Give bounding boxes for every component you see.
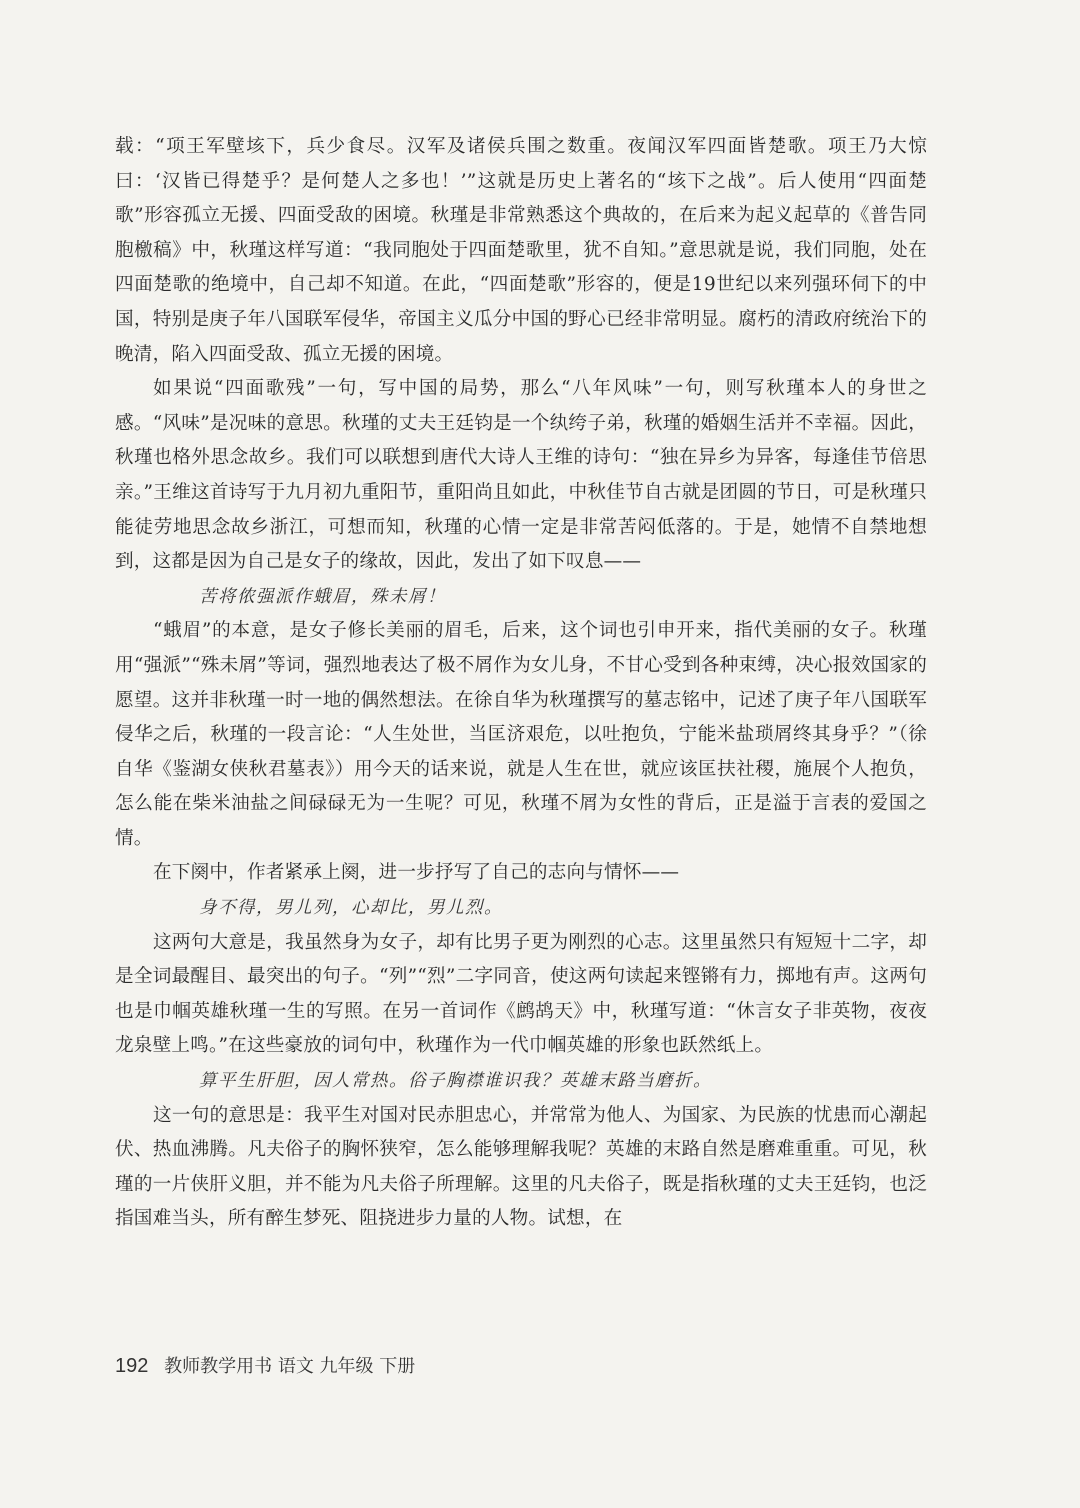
poem-line-2: 身不得，男儿列，心却比，男儿烈。: [199, 898, 503, 919]
paragraph-2: 如果说“四面歌残”一句，写中国的局势，那么“八年风味”一句，则写秋瑾本人的身世之感。“风味”是况味的意思。秋瑾的丈夫王廷钧是一个纨绔子弟，秋瑾的婚姻生活并不幸福。因此，秋瑾也格外思念故乡。我们可以联想到唐代大诗人王维的诗句：“独在异乡为异客，每逢佳节倍思亲。”王维这首诗写于九月初九重阳节，重阳尚且如此，中秋佳节自古就是团圆的节日，可是秋瑾只能徒劳地思念故乡浙江，可想而知，秋瑾的心情一定是非常苦闷低落的。于是，她情不自禁地想到，这都是因为自己是女子的缘故，因此，发出了如下叹息——: [115, 378, 927, 573]
page-body: [115, 130, 927, 1237]
book-title: 教师教学用书 语文 九年级 下册: [164, 1356, 416, 1377]
paragraph-4: 在下阕中，作者紧承上阕，进一步抒写了自己的志向与情怀——: [153, 862, 680, 884]
paragraph-3: “蛾眉”的本意，是女子修长美丽的眉毛，后来，这个词也引申开来，指代美丽的女子。秋瑾用“强派”“殊未屑”等词，强烈地表达了极不屑作为女儿身，不甘心受到各种束缚，决心报效国家的愿望。这并非秋瑾一时一地的偶然想法。在徐自华为秋瑾撰写的墓志铭中，记述了庚子年八国联军侵华之后，秋瑾的一段言论：“人生处世，当匡济艰危，以吐抱负，宁能米盐琐屑终其身乎？”（徐自华《鉴湖女侠秋君墓表》）用今天的话来说，就是人生在世，就应该匡扶社稷，施展个人抱负，怎么能在柴米油盐之间碌碌无为一生呢？可见，秋瑾不屑为女性的背后，正是溢于言表的爱国之情。: [115, 620, 927, 849]
poem-line-3: 算平生肝胆，因人常热。俗子胸襟谁识我？英雄末路当磨折。: [199, 1071, 712, 1092]
paragraph-1: 载：“项王军壁垓下，兵少食尽。汉军及诸侯兵围之数重。夜闻汉军四面皆楚歌。项王乃大惊曰：‘汉皆已得楚乎？是何楚人之多也！’”这就是历史上著名的“垓下之战”。后人使用“四面楚歌”形容孤立无援、四面受敌的困境。秋瑾是非常熟悉这个典故的，在后来为起义起草的《普告同胞檄稿》中，秋瑾这样写道：“我同胞处于四面楚歌里，犹不自知。”意思就是说，我们同胞，处在四面楚歌的绝境中，自己却不知道。在此，“四面楚歌”形容的，便是19世纪以来列强环伺下的中国，特别是庚子年八国联军侵华，帝国主义瓜分中国的野心已经非常明显。腐朽的清政府统治下的晚清，陷入四面受敌、孤立无援的困境。: [115, 136, 927, 365]
page-number: 192: [115, 1355, 149, 1377]
page-footer: [115, 1352, 415, 1378]
paragraph-5: 这两句大意是，我虽然身为女子，却有比男子更为刚烈的心志。这里虽然只有短短十二字，却是全词最醒目、最突出的句子。“列”“烈”二字同音，使这两句读起来铿锵有力，掷地有声。这两句也是巾帼英雄秋瑾一生的写照。在另一首词作《鹧鸪天》中，秋瑾写道：“休言女子非英物，夜夜龙泉壁上鸣。”在这些豪放的词句中，秋瑾作为一代巾帼英雄的形象也跃然纸上。: [115, 931, 927, 1057]
paragraph-6: 这一句的意思是：我平生对国对民赤胆忠心，并常常为他人、为国家、为民族的忧患而心潮起伏、热血沸腾。凡夫俗子的胸怀狭窄，怎么能够理解我呢？英雄的末路自然是磨难重重。可见，秋瑾的一片侠肝义胆，并不能为凡夫俗子所理解。这里的凡夫俗子，既是指秋瑾的丈夫王廷钧，也泛指国难当头，所有醉生梦死、阻挠进步力量的人物。试想，在: [115, 1104, 927, 1230]
poem-line-1: 苦将侬强派作蛾眉，殊未屑！: [199, 586, 446, 607]
